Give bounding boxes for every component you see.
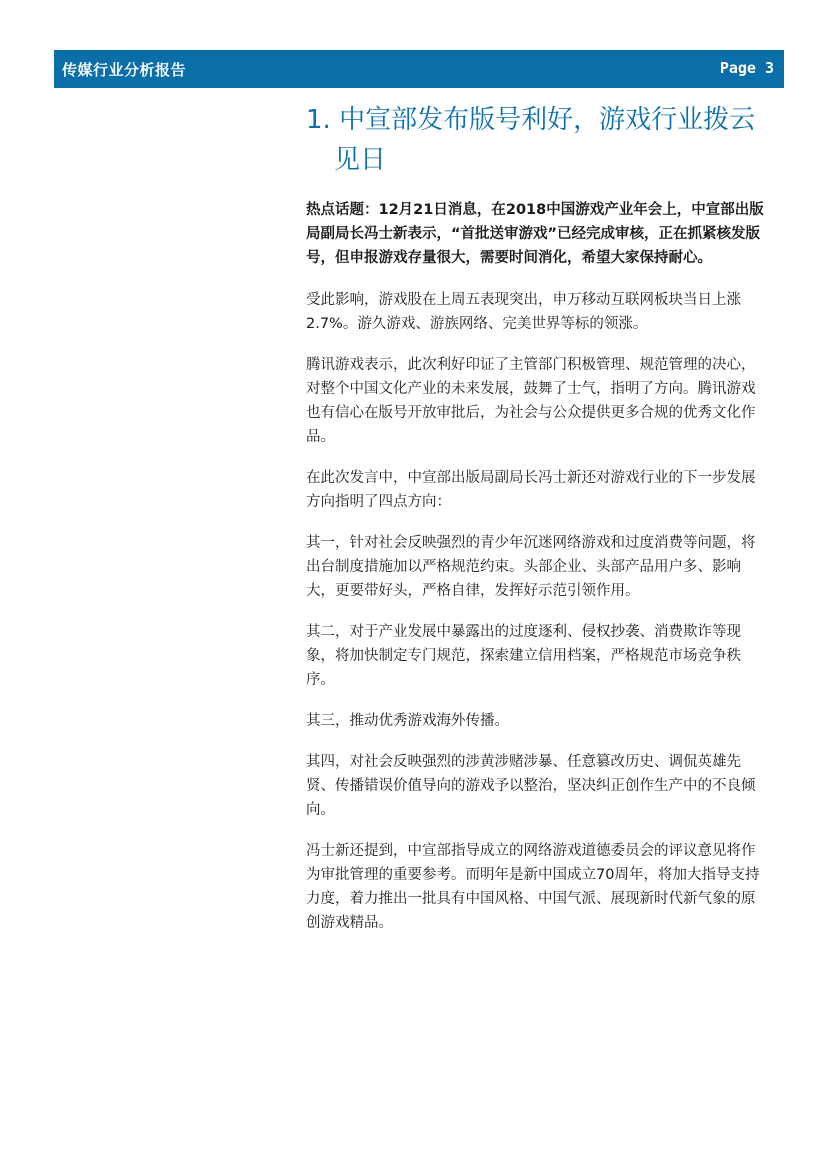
paragraph: 其四，对社会反映强烈的涉黄涉赌涉暴、任意篡改历史、调侃英雄先贤、传播错误价值导向的游戏予以整治，坚决纠正创作生产中的不良倾向。	[306, 754, 756, 818]
report-title: 传媒行业分析报告	[62, 61, 187, 79]
paragraph: 受此影响，游戏股在上周五表现突出，申万移动互联网板块当日上涨2.7%。游久游戏、游族网络、完美世界等标的领涨。	[306, 292, 741, 332]
paragraph: 其二，对于产业发展中暴露出的过度逐利、侵权抄袭、消费欺诈等现象，将加快制定专门规范，探索建立信用档案，严格规范市场竞争秩序。	[306, 624, 741, 688]
paragraph: 冯士新还提到，中宣部指导成立的网络游戏道德委员会的评议意见将作为审批管理的重要参考。而明年是新中国成立70周年，将加大指导支持力度，着力推出一批具有中国风格、中国气派、展现新时代新气象的原创游戏精品。	[306, 843, 760, 931]
section-title: 1. 中宣部发布版号利好，游戏行业拨云见日	[306, 105, 756, 175]
main-content	[306, 100, 766, 952]
paragraph: 腾讯游戏表示，此次利好印证了主管部门积极管理、规范管理的决心，对整个中国文化产业的未来发展，鼓舞了士气，指明了方向。腾讯游戏也有信心在版号开放审批后，为社会与公众提供更多合规的优秀文化作品。	[306, 357, 756, 445]
paragraph: 其三，推动优秀游戏海外传播。	[306, 713, 509, 729]
page-header	[54, 50, 784, 88]
lead-paragraph: 热点话题：12月21日消息，在2018中国游戏产业年会上，中宣部出版局副局长冯士新表示，“首批送审游戏”已经完成审核，正在抓紧核发版号，但申报游戏存量很大，需要时间消化，希望大家保持耐心。	[306, 202, 764, 266]
page-number: Page 3	[719, 59, 774, 77]
paragraph: 其一，针对社会反映强烈的青少年沉迷网络游戏和过度消费等问题，将出台制度措施加以严格规范约束。头部企业、头部产品用户多、影响大，更要带好头，严格自律，发挥好示范引领作用。	[306, 535, 756, 599]
paragraph: 在此次发言中，中宣部出版局副局长冯士新还对游戏行业的下一步发展方向指明了四点方向：	[306, 470, 756, 510]
